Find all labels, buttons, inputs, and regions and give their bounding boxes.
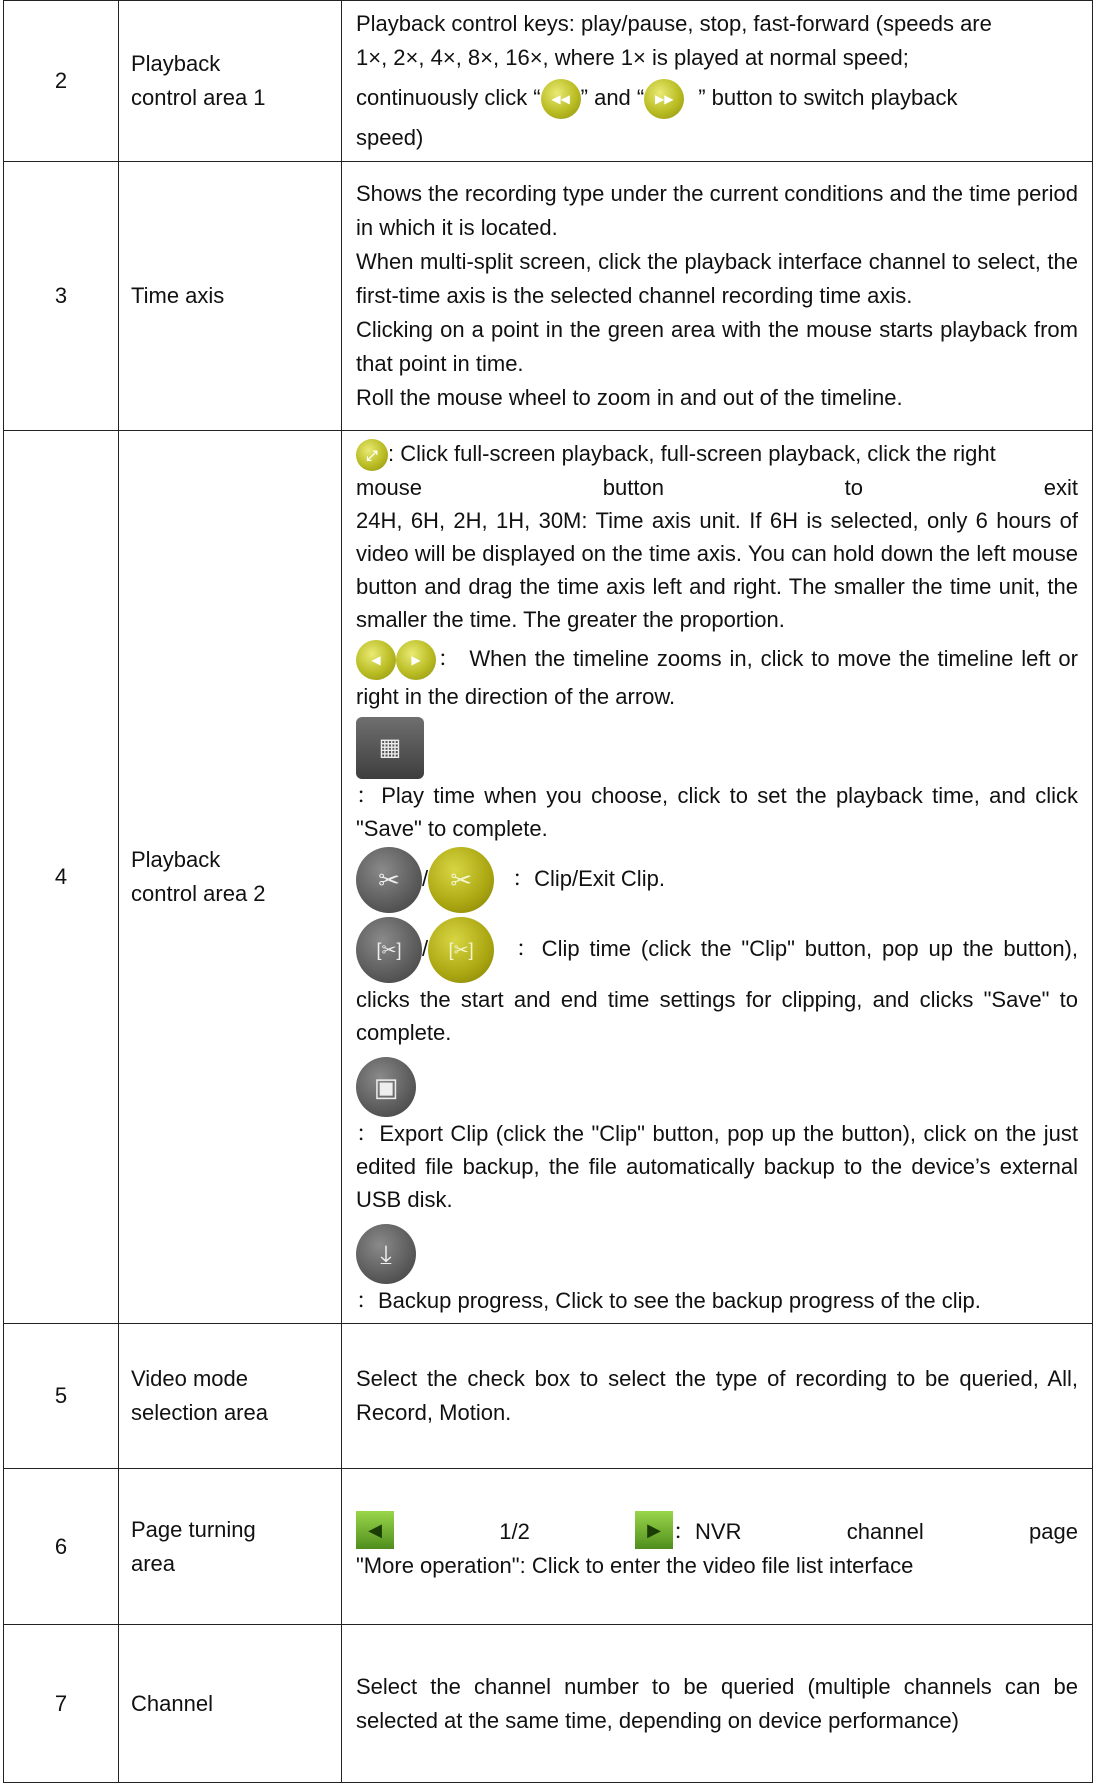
row-name [119,431,342,1324]
desc-paragraph: 24H, 6H, 2H, 1H, 30M: Time axis unit. If 6H is selected, only 6 hours of video will be displayed on the time axis. You can hold down the left mouse button and drag the time axis left and right. The smaller the time unit, the smaller the time. The greater the proportion. [356,508,1078,633]
desc-paragraph: "More operation": Click to enter the video file list interface [356,1552,914,1578]
desc-paragraph: Clicking on a point in the green area with the mouse starts playback from that point in time. [356,317,1078,376]
row-name [119,1324,342,1469]
desc-word: page [1029,1518,1078,1544]
desc-paragraph: Shows the recording type under the current conditions and the time period in which it is located. [356,181,1078,240]
icon-holder [356,1057,1078,1117]
row-name-line: control area 2 [131,881,266,907]
row-number: 6 [4,1469,119,1625]
save-icon: ▣ [356,1057,416,1117]
desc-text: ” and “ [580,85,645,110]
table-row [4,1625,1093,1783]
row-name-line: Playback [131,51,221,76]
row-description [342,1324,1093,1469]
move-left-icon: ◀ [356,640,396,680]
desc-line [356,471,1078,504]
desc-line [356,1511,1078,1549]
row-name-line: Playback [131,847,221,873]
desc-word: button [602,475,664,501]
desc-line: Playback control keys: play/pause, stop, fast-forward (speeds are [356,11,992,36]
row-description [342,1625,1093,1783]
row-name-line: Page turning [131,1516,256,1542]
table-row [4,162,1093,431]
manual-table [3,0,1093,1783]
desc-line [356,917,1078,1049]
row-description [342,1469,1093,1625]
page-indicator: 1/2 [499,1518,530,1544]
desc-line [356,847,1078,913]
desc-paragraph: ：Play time when you choose, click to set the playback time, and click "Save" to complete. [356,783,1078,842]
download-icon: ⤓ [356,1224,416,1284]
desc-line [356,640,1078,713]
row-name [119,1,342,162]
desc-paragraph: Roll the mouse wheel to zoom in and out of the timeline. [356,385,903,410]
desc-word: mouse [356,475,423,501]
prev-page-icon: ◀ [356,1511,394,1549]
desc-text: ：Clip time (click the "Clip" button, pop up the button), clicks the start and end time settings for clipping, and clicks "Save" to complete. [356,936,1078,1046]
fast-forward-icon: ▶▶ [644,79,684,119]
row-number: 4 [4,431,119,1324]
move-right-icon: ▶ [396,640,436,680]
desc-paragraph: Select the check box to select the type of recording to be queried, All, Record, Motion. [356,1366,1078,1426]
row-description [342,162,1093,431]
desc-word: to [844,475,864,501]
desc-line: speed) [356,125,424,150]
row-number: 5 [4,1324,119,1469]
row-number: 7 [4,1625,119,1783]
clip-time-icon: [✂] [428,917,494,983]
desc-text: / [422,866,429,891]
table-row [4,1324,1093,1469]
fullscreen-icon: ⤢ [356,439,388,471]
calendar-clock-icon: ▦ [356,717,424,779]
row-name-line: selection area [131,1400,268,1426]
next-page-icon: ▶ [635,1511,673,1549]
row-name [119,162,342,431]
desc-text: : Click full-screen playback, full-screen playback, click the right [388,441,996,466]
row-number: 2 [4,1,119,162]
desc-word: channel [846,1518,924,1544]
row-number: 3 [4,162,119,431]
desc-paragraph: When multi-split screen, click the playback interface channel to select, the first-time axis is the selected channel recording time axis. [356,249,1078,308]
scissors-icon: ✂ [356,847,422,913]
desc-text: ” button to switch playback [698,85,958,110]
row-description [342,431,1093,1324]
table-row [4,1469,1093,1625]
desc-paragraph: ：Export Clip (click the "Clip" button, pop up the button), click on the just edited file backup, the file automatically backup to the device’s external USB disk. [356,1121,1078,1213]
row-name-line: Video mode [131,1366,249,1392]
row-description [342,1,1093,162]
desc-line-part [635,1511,741,1549]
desc-word: exit [1043,475,1078,501]
row-name-line: area [131,1550,176,1576]
desc-text: / [422,936,429,961]
desc-line [356,437,1078,471]
row-name-line: control area 1 [131,85,266,110]
row-name [119,1469,342,1625]
desc-paragraph: Select the channel number to be queried (multiple channels can be selected at the same time, depending on device performance) [356,1673,1078,1733]
icon-holder [356,717,1078,779]
table-row [4,1,1093,162]
icon-holder [356,1224,1078,1284]
rewind-icon: ◀◀ [541,79,581,119]
desc-text: continuously click “ [356,85,541,110]
desc-paragraph: ：Backup progress, Click to see the backup progress of the clip. [356,1288,981,1314]
row-name-line: Channel [131,1690,213,1716]
desc-word: ：NVR [673,1518,742,1544]
desc-text: ： When the timeline zooms in, click to move the timeline left or right in the direction of the arrow. [356,646,1078,710]
table-row [4,431,1093,1324]
row-name-line: Time axis [131,283,225,308]
desc-text: ：Clip/Exit Clip. [512,866,665,891]
desc-line [356,75,1078,121]
desc-line: 1×, 2×, 4×, 8×, 16×, where 1× is played at normal speed; [356,45,909,70]
row-name [119,1625,342,1783]
clip-time-icon: [✂] [356,917,422,983]
scissors-icon: ✂ [428,847,494,913]
